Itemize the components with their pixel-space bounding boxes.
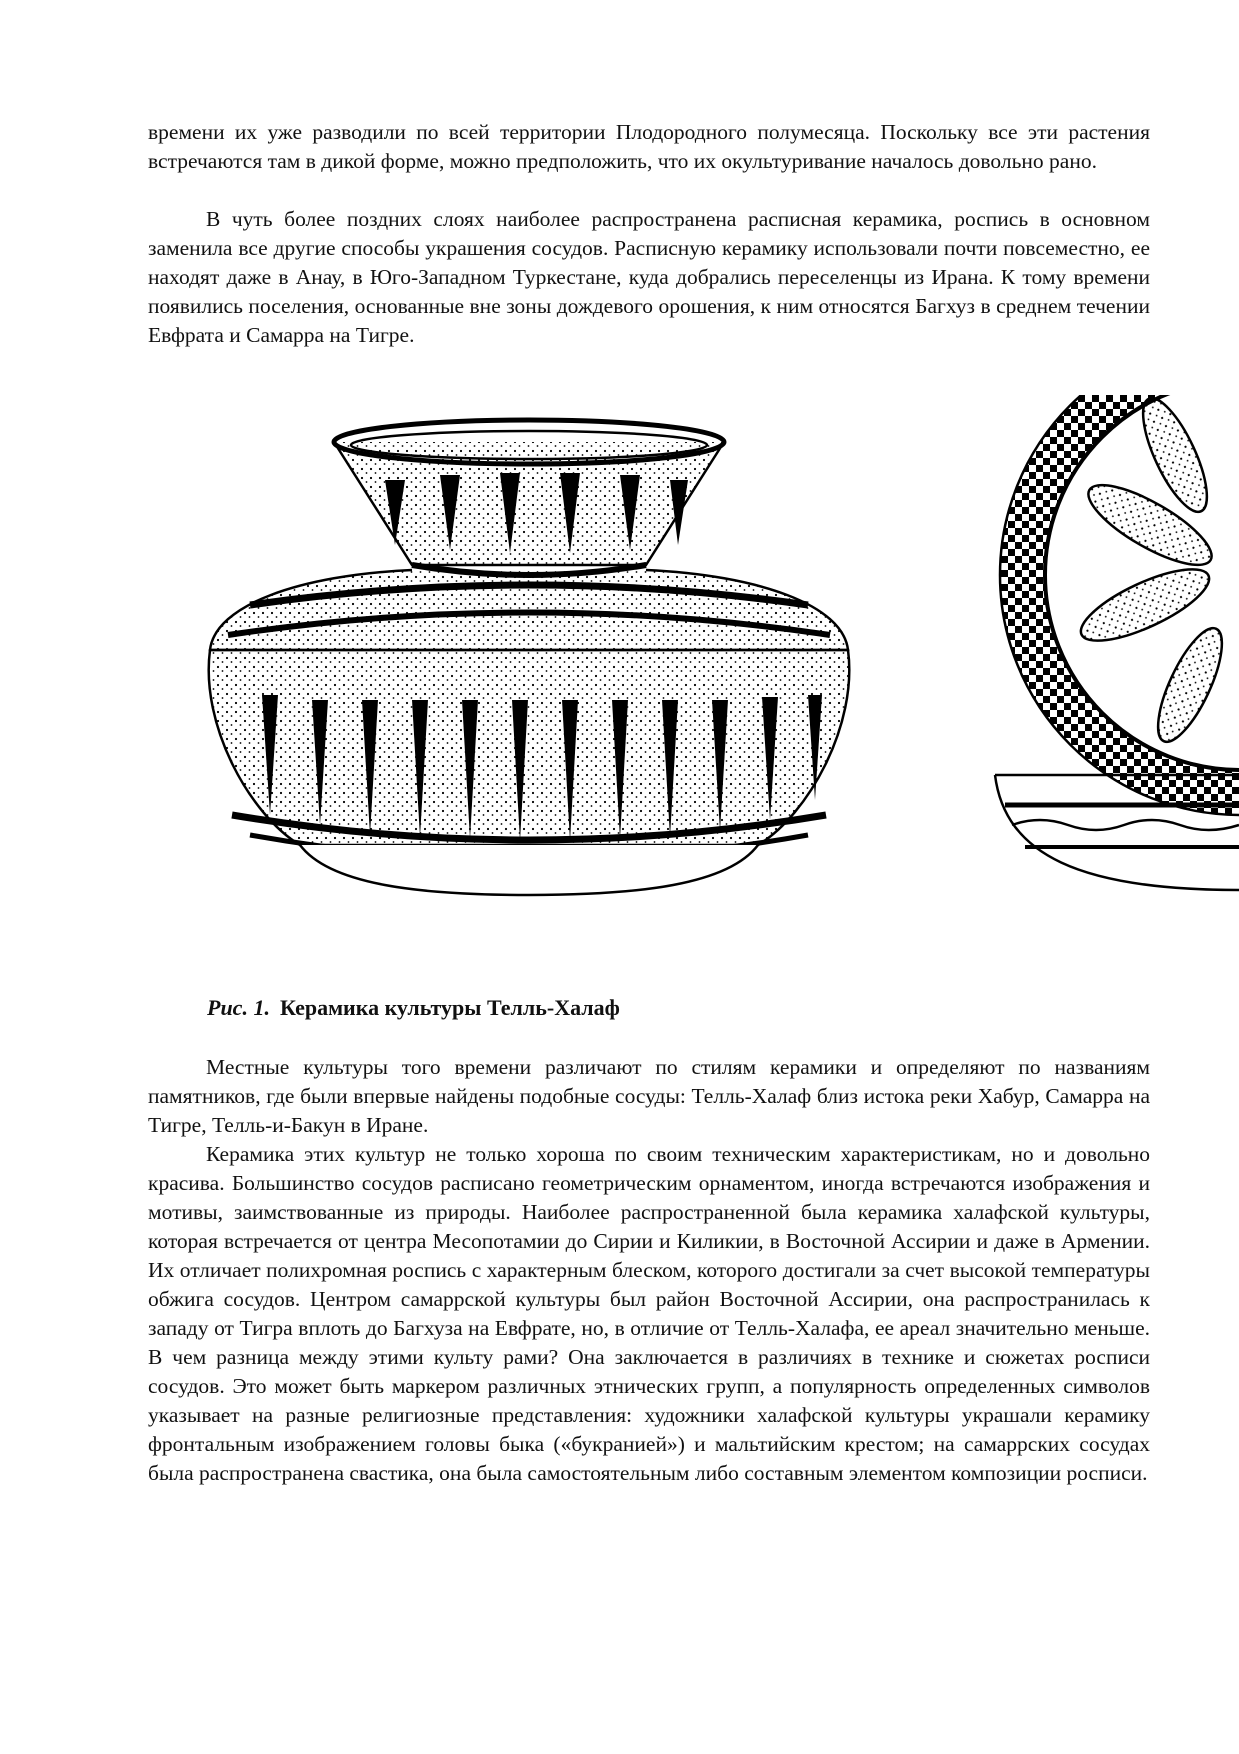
paragraph-2: В чуть более поздних слоях наиболее распространена расписная керамика, роспись в основном заменила все другие способы украшения сосудов. Расписную керамику использовали почти повсеместно, ее находят даже в Анау, в Юго-Западном Туркестане, куда добрались переселенцы из Ирана. К тому времени появились поселения, основанные вне зоны дождевого орошения, к ним относятся Багхуз в среднем течении Евфрата и Самарра на Тигре. bbox=[148, 207, 1150, 347]
figure-pottery-illustration bbox=[0, 395, 1239, 995]
paragraph-1: времени их уже разводили по всей территории Плодородного полумесяца. Поскольку все эти растения встречаются там в дикой форме, можно предположить, что их окультуривание началось довольно рано. bbox=[148, 120, 1150, 173]
vase-drawing bbox=[209, 420, 850, 895]
paragraph-3: Местные культуры того времени различают по стилям керамики и определяют по названиям памятников, где были впервые найдены подобные сосуды: Телль-Халаф близ истока реки Хабур, Самарра на Тигре, Телль-и-Бакун в Иране. bbox=[148, 1055, 1150, 1137]
plate-drawing bbox=[995, 395, 1239, 890]
figure-caption bbox=[207, 995, 620, 1021]
paragraph-4: Керамика этих культур не только хороша по своим техническим характеристикам, но и довольно красива. Большинство сосудов расписано геометрическим орнаментом, иногда встречаются изображения и мотивы, заимствованные из природы. Наиболее распространенной была керамика халафской культуры, которая встречается от центра Месопотамии до Сирии и Киликии, в Восточной Ассирии и даже в Армении. Их отличает полихромная роспись с характерным блеском, которого достигали за счет высокой температуры обжига сосудов. Центром самаррской культуры был район Восточной Ассирии, она распространилась к западу от Тигра вплоть до Багхуза на Евфрате, но, в отличие от Телль-Халафа, ее ареал значительно меньше. В чем разница между этими культу рами? Она заключается в различиях в технике и сюжетах росписи сосудов. Это может быть маркером различных этнических групп, а популярность определенных символов указывает на разные религиозные представления: художники халафской культуры украшали керамику фронтальным изображением головы быка («букранией») и мальтийским крестом; на самаррских сосудах была распространена свастика, она была самостоятельным либо составным элементом композиции росписи. bbox=[148, 1142, 1150, 1485]
figure-title: Керамика культуры Телль-Халаф bbox=[279, 995, 620, 1020]
figure-label: Рис. 1. bbox=[207, 995, 270, 1020]
